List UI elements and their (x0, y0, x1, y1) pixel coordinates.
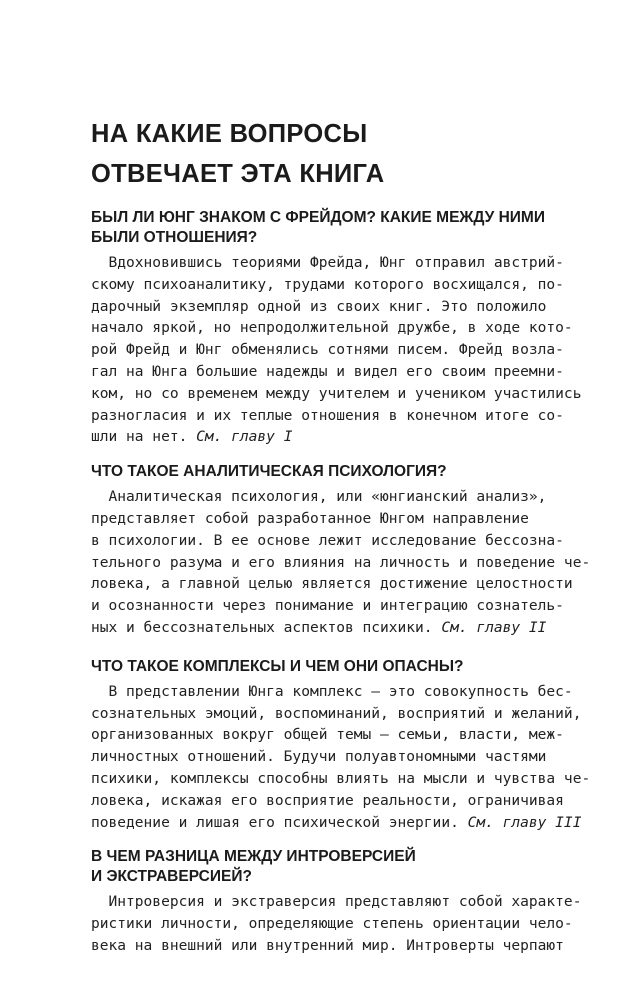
answer-line: организованных вокруг общей темы — семьи, власти, меж- (91, 726, 564, 744)
question-heading-line: БЫЛИ ОТНОШЕНИЯ? (91, 229, 258, 246)
answer-line: ловека, а главной целью является достижение целостности (91, 575, 573, 593)
question-heading-line: И ЭКСТРАВЕРСИЕЙ? (91, 868, 252, 886)
answer-line: ристики личности, определяющие степень ориентации чело- (91, 915, 573, 933)
question-heading-line: В ЧЕМ РАЗНИЦА МЕЖДУ ИНТРОВЕРСИЕЙ (91, 848, 416, 866)
question-heading (91, 847, 561, 887)
answer-line-text: шли на нет. (91, 428, 197, 446)
question-heading-line: БЫЛ ЛИ ЮНГ ЗНАКОМ С ФРЕЙДОМ? КАКИЕ МЕЖДУ НИМИ (91, 209, 545, 226)
question-heading (91, 208, 561, 248)
answer-line: личностных отношений. Будучи полуавтономными частями (91, 748, 547, 766)
answer-line: разногласия и их теплые отношения в конечном итоге со- (91, 406, 564, 424)
answer-line-last (91, 426, 561, 448)
answer-line: века на внешний или внутренний мир. Интроверты черпают (91, 936, 564, 954)
question-section (91, 657, 591, 834)
answer-line: В представлении Юнга комплекс — это совокупность бес- (91, 682, 573, 700)
answer-line-last (91, 812, 582, 834)
answer-line: рой Фрейд и Юнг обменялись сотнями писем. Фрейд возла- (91, 341, 564, 359)
chapter-reference: См. главу II (441, 618, 547, 636)
answer-line: представляет собой разработанное Юнгом направление (91, 509, 529, 527)
answer-line: гал на Юнга большие надежды и видел его своим преемни- (91, 362, 564, 380)
page-title (91, 114, 561, 194)
answer-line: ком, но со временем между учителем и учеником участились (91, 384, 582, 402)
answer-line-text: поведение и лишая его психической энергии. (91, 813, 468, 831)
answer-line: начало яркой, но непродолжительной дружбе, в ходе кото- (91, 319, 573, 337)
answer-line: сознательных эмоций, воспоминаний, восприятий и желаний, (91, 704, 582, 722)
answer-line-text: ных и бессознательных аспектов психики. (91, 618, 442, 636)
question-section (91, 847, 582, 956)
answer-paragraph (91, 891, 582, 956)
answer-line: Аналитическая психология, или «юнгианский анализ», (91, 488, 547, 506)
question-heading (91, 657, 561, 677)
question-heading-line: ЧТО ТАКОЕ АНАЛИТИЧЕСКАЯ ПСИХОЛОГИЯ? (91, 463, 447, 481)
answer-line: дарочный экземпляр одной из своих книг. Это положило (91, 297, 547, 315)
answer-line: и осознанности через понимание и интеграцию сознатель- (91, 597, 564, 615)
question-section (91, 462, 591, 639)
question-heading-line: ЧТО ТАКОЕ КОМПЛЕКСЫ И ЧЕМ ОНИ ОПАСНЫ? (91, 657, 464, 675)
question-heading (91, 462, 561, 482)
book-page (91, 114, 591, 971)
answer-paragraph (91, 486, 591, 639)
answer-line: Вдохновившись теориями Фрейда, Юнг отправил австрий- (91, 254, 564, 271)
answer-line: в психологии. В ее основе лежит исследование бессозна- (91, 531, 564, 549)
answer-line: тельного разума и его влияния на личность и поведение че- (91, 553, 591, 571)
chapter-reference: См. главу III (467, 813, 582, 831)
page-title-line-2: ОТВЕЧАЕТ ЭТА КНИГА (91, 160, 385, 188)
question-section (91, 208, 582, 448)
answer-line-last (91, 617, 561, 639)
chapter-reference: См. главу I (196, 428, 293, 446)
page-title-line-1: НА КАКИЕ ВОПРОСЫ (91, 120, 368, 148)
answer-line: психики, комплексы способны влиять на мысли и чувства че- (91, 769, 591, 787)
answer-line: Интроверсия и экстраверсия представляют собой характе- (91, 893, 582, 911)
answer-paragraph (91, 681, 591, 834)
answer-paragraph (91, 252, 582, 448)
answer-line: скому психоаналитику, трудами которого восхищался, по- (91, 275, 564, 293)
answer-line: ловека, искажая его восприятие реальности, ограничивая (91, 791, 564, 809)
